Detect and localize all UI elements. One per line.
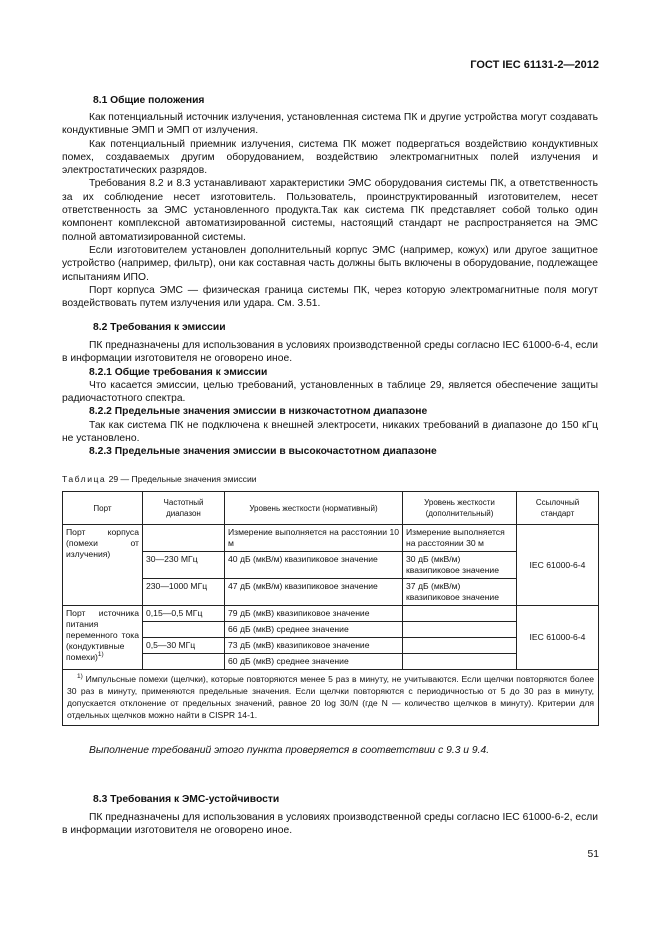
section-8-1-title: 8.1 Общие положения bbox=[93, 95, 205, 106]
table-row bbox=[63, 606, 599, 622]
paragraph: Что касается эмиссии, целью требований, установленных в таблице 29, является обеспечение защиты радиочастотного спектра. bbox=[62, 379, 598, 405]
table-row bbox=[63, 525, 599, 552]
section-8-2-2-title: 8.2.2 Предельные значения эмиссии в низкочастотном диапазоне bbox=[89, 406, 428, 418]
add-cell bbox=[403, 638, 517, 654]
table-note-row bbox=[63, 670, 599, 726]
norm-cell: 73 дБ (мкВ) квазипиковое значение bbox=[225, 638, 403, 654]
norm-cell: 47 дБ (мкВ/м) квазипиковое значение bbox=[225, 579, 403, 606]
paragraph: ПК предназначены для использования в условиях производственной среды согласно IEC 61000-6-2, если в информации изготовителя не оговорено иное. bbox=[62, 812, 598, 837]
paragraph: Так как система ПК не подключена к внешней электросети, никаких требований в диапазоне до 150 кГц не установлено. bbox=[62, 419, 598, 445]
add-cell: 30 дБ (мкВ/м) квазипиковое значение bbox=[403, 552, 517, 579]
norm-cell: 60 дБ (мкВ) среднее значение bbox=[225, 654, 403, 670]
add-cell: Измерение выполняется на расстоянии 30 м bbox=[403, 525, 517, 552]
port-cell: Порт корпуса (помехи от излучения) bbox=[63, 525, 143, 606]
column-header: Уровень жесткости (нормативный) bbox=[225, 492, 403, 525]
norm-cell: 66 дБ (мкВ) среднее значение bbox=[225, 622, 403, 638]
paragraph: ПК предназначены для использования в условиях производственной среды согласно IEC 61000-6-4, если в информации изготовителя не оговорено иное. bbox=[62, 340, 598, 365]
table-footnote: $^{1)}$ Импульсные помехи (щелчки), которые повторяются менее 5 раз в минуту, не учитываются. Если щелчки повторяются более 30 раз в минуту, применяются предельные значения. Если щелчки повторяются с периодичностью от 5 до 30 раз в минуту, допускается отклонение от предельных значений, равное 20 log 30/N (где N — количество щелчков в минуту). Критерии для отдельных щелчков можно найти в CISPR 14-1. bbox=[63, 670, 599, 726]
norm-cell: 40 дБ (мкВ/м) квазипиковое значение bbox=[225, 552, 403, 579]
section-8-2-body bbox=[62, 339, 598, 459]
paragraph: Если изготовителем установлен дополнительный корпус ЭМС (например, кожух) или другое защитное устройство (например, фильтр), они как составная часть должны быть включены в оборудование, подлежащее испытаниям ИПО. bbox=[62, 244, 598, 283]
column-header: Уровень жесткости (дополнительный) bbox=[403, 492, 517, 525]
verification-note: Выполнение требований этого пункта проверяется в соответствии с 9.3 и 9.4. bbox=[89, 745, 490, 756]
paragraph: Порт корпуса ЭМС — физическая граница системы ПК, через которую электромагнитные поля могут воздействовать путем излучения или удара. См. 3.51. bbox=[62, 284, 598, 310]
column-header: Порт bbox=[63, 492, 143, 525]
standard-header: ГОСТ IEC 61131-2—2012 bbox=[470, 59, 599, 71]
paragraph: Как потенциальный приемник излучения, система ПК может подвергаться воздействию кондуктивных помех, создаваемых другим оборудованием, воздействию электромагнитных полей излучения и электростатических разрядов. bbox=[62, 138, 598, 177]
freq-cell: 230—1000 МГц bbox=[143, 579, 225, 606]
norm-cell: Измерение выполняется на расстоянии 10 м bbox=[225, 525, 403, 552]
section-8-2-3-title: 8.2.3 Предельные значения эмиссии в высокочастотном диапазоне bbox=[89, 446, 437, 458]
add-cell: 37 дБ (мкВ/м) квазипиковое значение bbox=[403, 579, 517, 606]
column-header: Ссылочный стандарт bbox=[517, 492, 599, 525]
emission-limits-table bbox=[62, 491, 599, 726]
freq-cell bbox=[143, 622, 225, 638]
freq-cell bbox=[143, 654, 225, 670]
section-8-2-title: 8.2 Требования к эмиссии bbox=[93, 322, 226, 333]
standard-cell: IEC 61000-6-4 bbox=[517, 525, 599, 606]
section-8-3-title: 8.3 Требования к ЭМС-устойчивости bbox=[93, 794, 280, 805]
table-caption: Таблица 29 — Предельные значения эмиссии bbox=[62, 474, 257, 484]
freq-cell: 30—230 МГц bbox=[143, 552, 225, 579]
standard-cell: IEC 61000-6-4 bbox=[517, 606, 599, 670]
section-8-1-body bbox=[62, 111, 598, 310]
table-header-row bbox=[63, 492, 599, 525]
page-number: 51 bbox=[587, 849, 599, 860]
port-cell: Порт источника питания переменного тока (кондуктивные помехи)$^{1)}$ bbox=[63, 606, 143, 670]
add-cell bbox=[403, 654, 517, 670]
freq-cell: 0,5—30 МГц bbox=[143, 638, 225, 654]
norm-cell: 79 дБ (мкВ) квазипиковое значение bbox=[225, 606, 403, 622]
freq-cell bbox=[143, 525, 225, 552]
section-8-2-1-title: 8.2.1 Общие требования к эмиссии bbox=[89, 366, 268, 378]
column-header: Частотный диапазон bbox=[143, 492, 225, 525]
paragraph: Как потенциальный источник излучения, установленная система ПК и другие устройства могут создавать кондуктивные ЭМП и ЭМП от излучения. bbox=[62, 112, 598, 137]
paragraph: Требования 8.2 и 8.3 устанавливают характеристики ЭМС оборудования системы ПК, а ответственность за их соблюдение несет изготовитель. Пользователь, проинструктированный изготовителем, несет ответственность за ЭМС установленного продукта.Так как система ПК представляет собой только один компонент комплексной автоматизированной системы, настоящий стандарт не распространяется на ЭМС полной автоматизированной системы. bbox=[62, 178, 598, 243]
freq-cell: 0,15—0,5 МГц bbox=[143, 606, 225, 622]
add-cell bbox=[403, 622, 517, 638]
section-8-3-body bbox=[62, 811, 598, 838]
add-cell bbox=[403, 606, 517, 622]
